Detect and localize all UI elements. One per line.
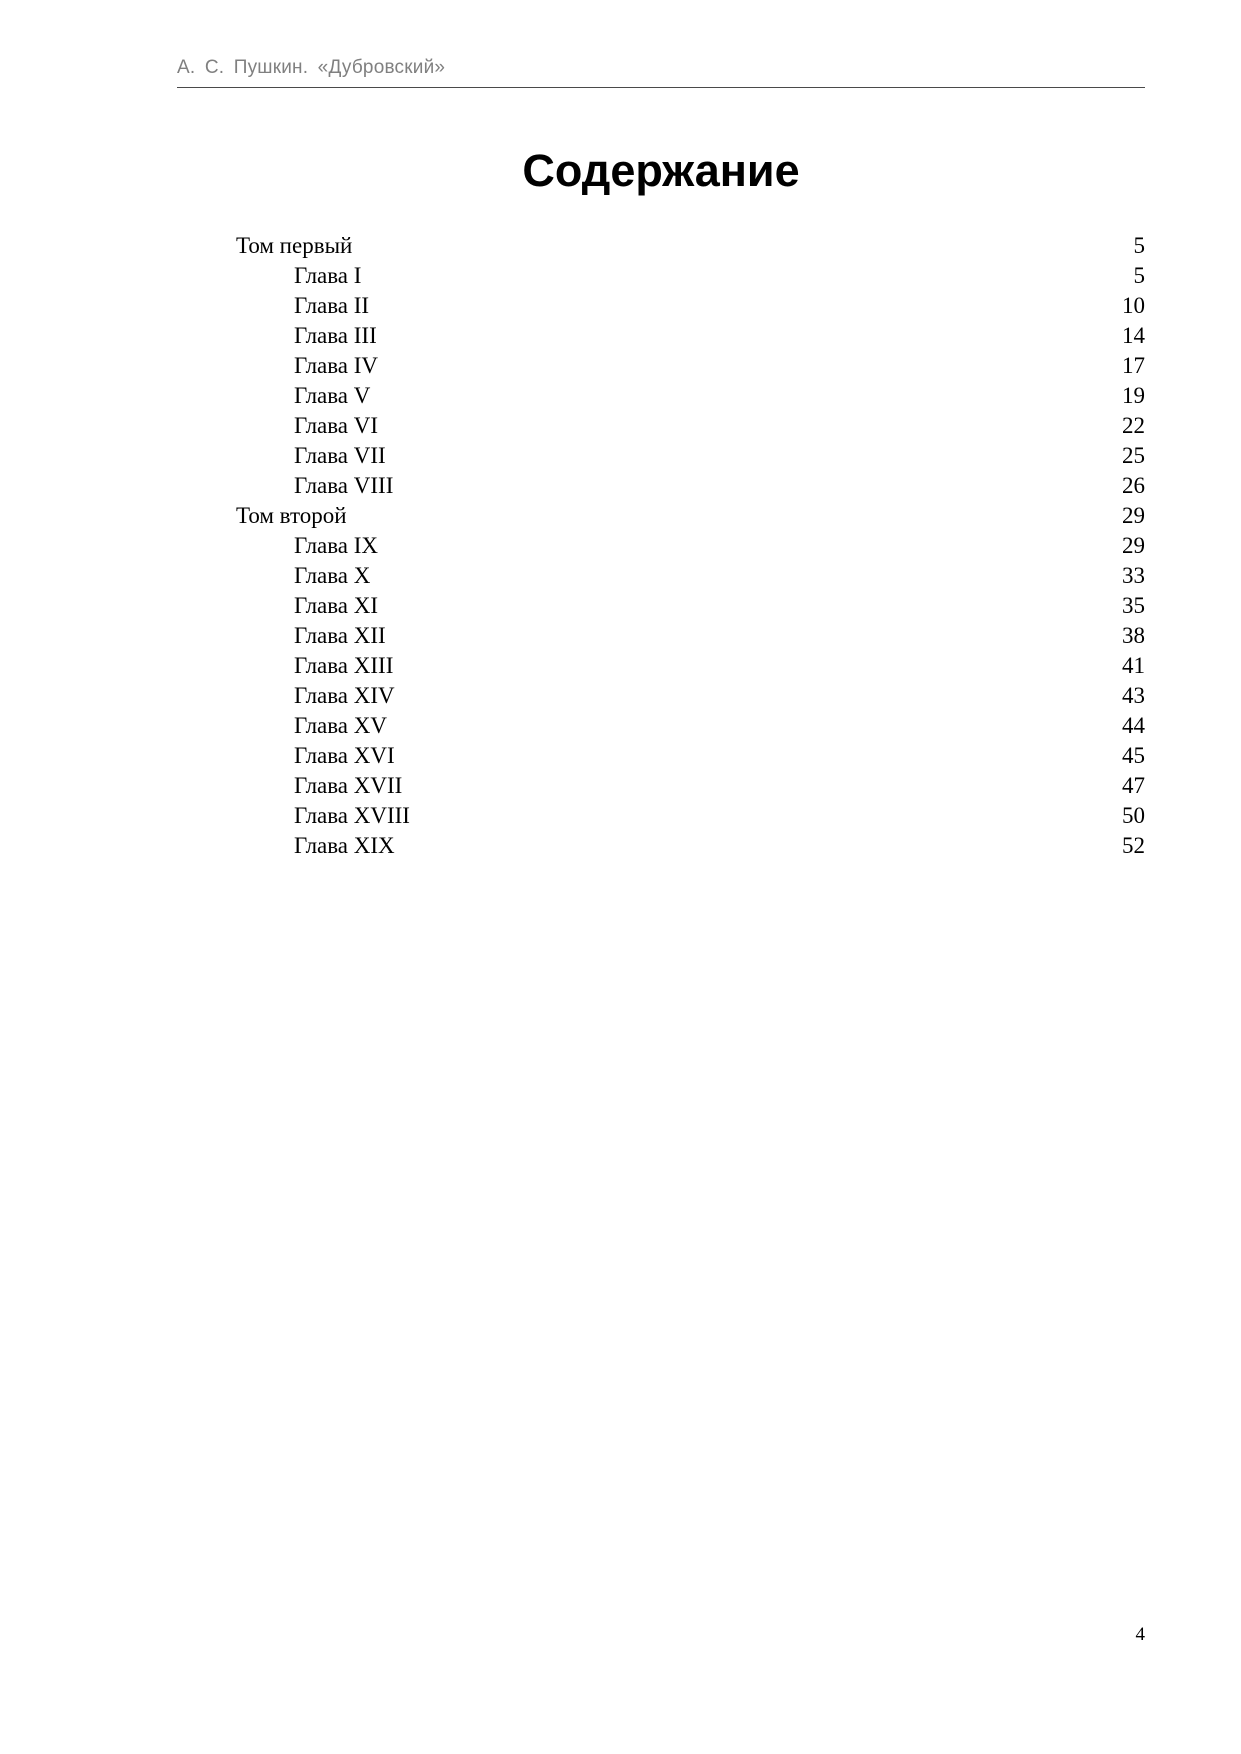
running-header: А. С. Пушкин. «Дубровский» [177, 57, 446, 78]
toc-entry-label: Глава XII [294, 623, 386, 648]
toc-chapter-entry[interactable] [236, 441, 1145, 471]
toc-chapter-entry[interactable] [236, 531, 1145, 561]
table-of-contents [236, 231, 1145, 861]
header-divider [177, 87, 1145, 88]
toc-entry-page: 45 [1122, 743, 1145, 768]
toc-entry-page: 5 [1133, 263, 1145, 288]
toc-entry-label: Глава XIII [294, 653, 394, 678]
toc-chapter-entry[interactable] [236, 471, 1145, 501]
toc-entry-page: 44 [1122, 713, 1145, 738]
page-title: Содержание [522, 145, 800, 196]
toc-entry-page: 35 [1122, 593, 1145, 618]
toc-entry-page: 19 [1122, 383, 1145, 408]
toc-entry-label: Глава XIX [294, 833, 395, 858]
toc-entry-label: Глава II [294, 293, 370, 318]
toc-chapter-entry[interactable] [236, 411, 1145, 441]
toc-chapter-entry[interactable] [236, 561, 1145, 591]
toc-entry-label: Глава XVIII [294, 803, 410, 828]
toc-entry-page: 29 [1122, 503, 1145, 528]
toc-volume-entry[interactable] [236, 501, 1145, 531]
toc-chapter-entry[interactable] [236, 321, 1145, 351]
toc-chapter-entry[interactable] [236, 351, 1145, 381]
toc-entry-page: 10 [1122, 293, 1145, 318]
toc-entry-label: Глава III [294, 323, 377, 348]
toc-entry-label: Глава XVII [294, 773, 403, 798]
toc-chapter-entry[interactable] [236, 261, 1145, 291]
toc-entry-page: 25 [1122, 443, 1145, 468]
toc-chapter-entry[interactable] [236, 801, 1145, 831]
toc-entry-label: Глава VIII [294, 473, 394, 498]
toc-chapter-entry[interactable] [236, 831, 1145, 861]
toc-entry-label: Глава XV [294, 713, 387, 738]
toc-chapter-entry[interactable] [236, 591, 1145, 621]
toc-entry-page: 22 [1122, 413, 1145, 438]
toc-chapter-entry[interactable] [236, 681, 1145, 711]
toc-entry-label: Глава VII [294, 443, 386, 468]
toc-entry-page: 5 [1133, 233, 1145, 258]
toc-chapter-entry[interactable] [236, 711, 1145, 741]
toc-entry-page: 41 [1122, 653, 1145, 678]
toc-entry-page: 33 [1122, 563, 1145, 588]
toc-volume-entry[interactable] [236, 231, 1145, 261]
toc-entry-label: Глава XVI [294, 743, 395, 768]
toc-entry-page: 43 [1122, 683, 1145, 708]
toc-entry-page: 47 [1122, 773, 1145, 798]
toc-entry-label: Глава IV [294, 353, 379, 378]
toc-entry-label: Глава IX [294, 533, 379, 558]
toc-chapter-entry[interactable] [236, 381, 1145, 411]
toc-entry-label: Глава X [294, 563, 371, 588]
toc-chapter-entry[interactable] [236, 771, 1145, 801]
toc-entry-label: Том первый [236, 233, 353, 258]
toc-entry-label: Глава I [294, 263, 362, 288]
toc-chapter-entry[interactable] [236, 621, 1145, 651]
toc-entry-label: Глава V [294, 383, 371, 408]
toc-entry-label: Том второй [236, 503, 347, 528]
toc-chapter-entry[interactable] [236, 651, 1145, 681]
toc-entry-label: Глава VI [294, 413, 379, 438]
toc-entry-page: 50 [1122, 803, 1145, 828]
toc-entry-label: Глава XIV [294, 683, 395, 708]
toc-entry-page: 52 [1122, 833, 1145, 858]
toc-entry-page: 26 [1122, 473, 1145, 498]
toc-entry-page: 14 [1122, 323, 1145, 348]
page-number: 4 [1135, 1624, 1145, 1645]
toc-entry-page: 38 [1122, 623, 1145, 648]
toc-entry-label: Глава XI [294, 593, 379, 618]
toc-entry-page: 29 [1122, 533, 1145, 558]
toc-chapter-entry[interactable] [236, 741, 1145, 771]
toc-chapter-entry[interactable] [236, 291, 1145, 321]
toc-entry-page: 17 [1122, 353, 1145, 378]
